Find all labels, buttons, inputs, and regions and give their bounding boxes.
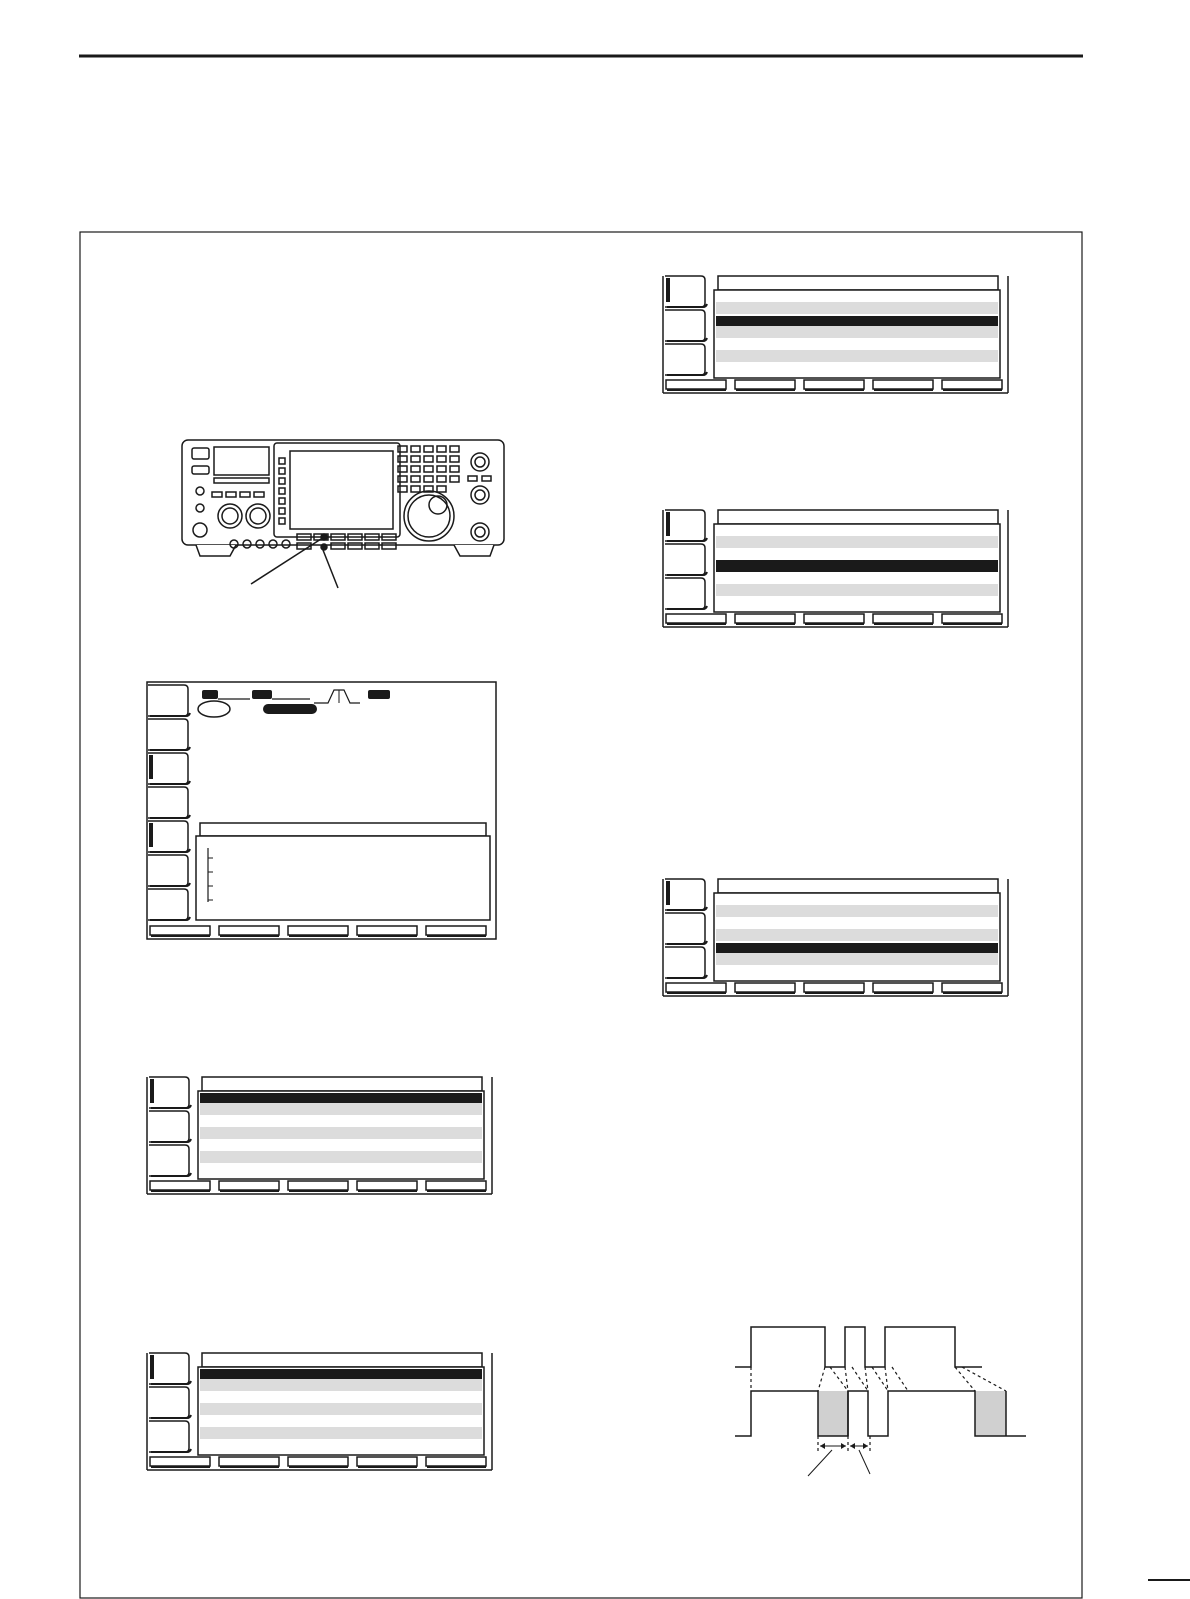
menu-screen-4 [663, 510, 1008, 627]
menu-selection-bar [716, 560, 998, 572]
menu-selection-bar [200, 1369, 482, 1379]
menu-screen-3 [663, 276, 1008, 393]
menu-selection-bar [716, 316, 998, 326]
transceiver-front-panel-icon [182, 440, 504, 588]
timing-waveform-icon [735, 1327, 1026, 1476]
menu-screen-1 [147, 1077, 492, 1194]
menu-screen-2 [147, 1353, 492, 1470]
function-display-screen-icon [147, 682, 496, 939]
menu-screen-5 [663, 879, 1008, 996]
menu-selection-bar [716, 943, 998, 953]
menu-selection-bar [200, 1093, 482, 1103]
